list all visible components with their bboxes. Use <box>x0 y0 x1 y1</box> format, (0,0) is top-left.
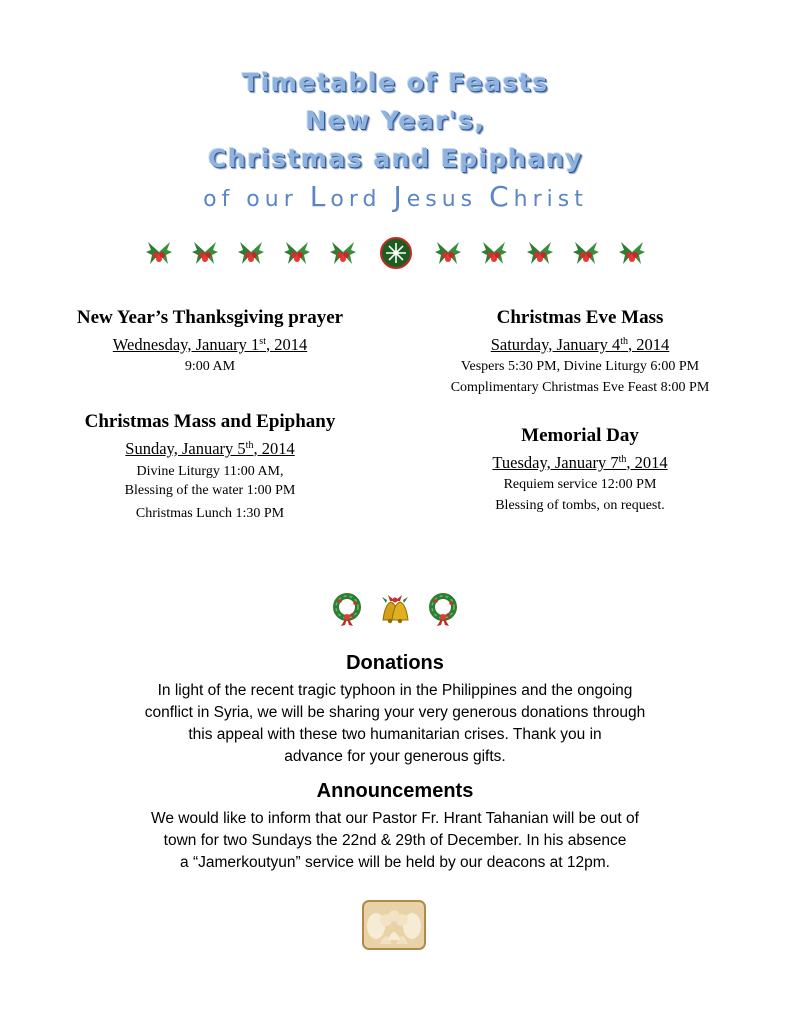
event-date-year: , 2014 <box>253 439 295 458</box>
event-detail: Christmas Lunch 1:30 PM <box>135 506 285 521</box>
holly-icon <box>434 238 462 268</box>
announcements-heading: Announcements <box>316 780 474 802</box>
subtitle-part: of our <box>203 187 310 212</box>
title-line-2: New Year's, <box>305 106 486 135</box>
page-title-block <box>0 64 791 219</box>
event-date <box>40 334 380 356</box>
event-date-text: Wednesday, January 1 <box>112 335 260 354</box>
event-date <box>420 334 740 356</box>
event-date-year: , 2014 <box>265 335 308 354</box>
event-date <box>40 438 380 460</box>
holly-icon <box>572 238 600 268</box>
event-christmas-eve <box>420 306 740 398</box>
holly-icon <box>145 238 173 268</box>
event-date <box>420 452 740 474</box>
event-date-suffix: th <box>620 336 629 347</box>
event-date-year: , 2014 <box>628 335 670 354</box>
event-detail: Complimentary Christmas Eve Feast 8:00 PM <box>450 380 710 395</box>
holly-icon <box>283 238 311 268</box>
event-title: Christmas Eve Mass <box>496 307 664 328</box>
text-line: conflict in Syria, we will be sharing your very generous donations through <box>144 704 646 721</box>
holly-icon <box>237 238 265 268</box>
announcements-text <box>95 808 695 874</box>
event-date-suffix: st <box>259 336 266 347</box>
subtitle-part: hrist <box>513 187 588 212</box>
event-date-year: , 2014 <box>626 453 668 472</box>
text-line: We would like to inform that our Pastor Fr. Hrant Tahanian will be out of <box>151 810 639 827</box>
event-date-text: Tuesday, January 7 <box>492 453 619 472</box>
donations-text <box>95 680 695 768</box>
event-detail: Requiem service 12:00 PM <box>503 477 657 492</box>
text-line: In light of the recent tragic typhoon in the Philippines and the ongoing <box>157 682 633 699</box>
event-date-text: Saturday, January 4 <box>490 335 621 354</box>
event-date-text: Sunday, January 5 <box>125 439 246 458</box>
wreath-icon <box>330 592 364 628</box>
title-line-3: Christmas and Epiphany <box>208 144 583 173</box>
event-title: New Year’s Thanksgiving prayer <box>76 307 344 328</box>
subtitle-part: L <box>309 180 331 213</box>
event-title: Christmas Mass and Epiphany <box>84 411 336 432</box>
event-detail: Vespers 5:30 PM, Divine Liturgy 6:00 PM <box>460 359 700 374</box>
holly-divider <box>0 238 791 274</box>
holly-icon <box>191 238 219 268</box>
subtitle-part: esus <box>406 187 490 212</box>
holly-icon <box>480 238 508 268</box>
text-line: advance for your generous gifts. <box>284 748 506 765</box>
event-detail: 9:00 AM <box>184 359 236 374</box>
event-christmas-mass <box>40 410 380 524</box>
holly-icon <box>526 238 554 268</box>
event-detail: Blessing of tombs, on request. <box>495 498 665 513</box>
text-line: town for two Sundays the 22nd & 29th of December. In his absence <box>163 832 627 849</box>
event-title: Memorial Day <box>521 425 639 446</box>
event-detail: Blessing of the water 1:00 PM <box>124 483 296 498</box>
event-date-suffix: th <box>245 440 254 451</box>
holly-icon <box>618 238 646 268</box>
event-memorial-day <box>420 424 740 516</box>
event-date-suffix: th <box>618 454 627 465</box>
subtitle-part: ord <box>330 187 394 212</box>
text-line: this appeal with these two humanitarian crises. Thank you in <box>188 726 602 743</box>
subtitle-part: J <box>393 180 407 213</box>
title-subtitle <box>0 178 791 219</box>
event-new-year <box>40 306 380 377</box>
event-detail: Divine Liturgy 11:00 AM, <box>136 464 284 479</box>
donations-heading: Donations <box>346 652 444 674</box>
holly-icon <box>329 238 357 268</box>
text-line: a “Jamerkoutyun” service will be held by our deacons at 12pm. <box>180 854 610 871</box>
wreath-divider <box>330 592 460 630</box>
subtitle-part: C <box>489 180 514 213</box>
donations-section <box>95 650 695 768</box>
snowflake-ornament-icon <box>380 237 412 269</box>
wreath-icon <box>426 592 460 628</box>
title-line-1: Timetable of Feasts <box>242 68 549 97</box>
bells-icon <box>378 592 412 628</box>
angels-icon <box>362 900 426 950</box>
announcements-section <box>95 778 695 874</box>
